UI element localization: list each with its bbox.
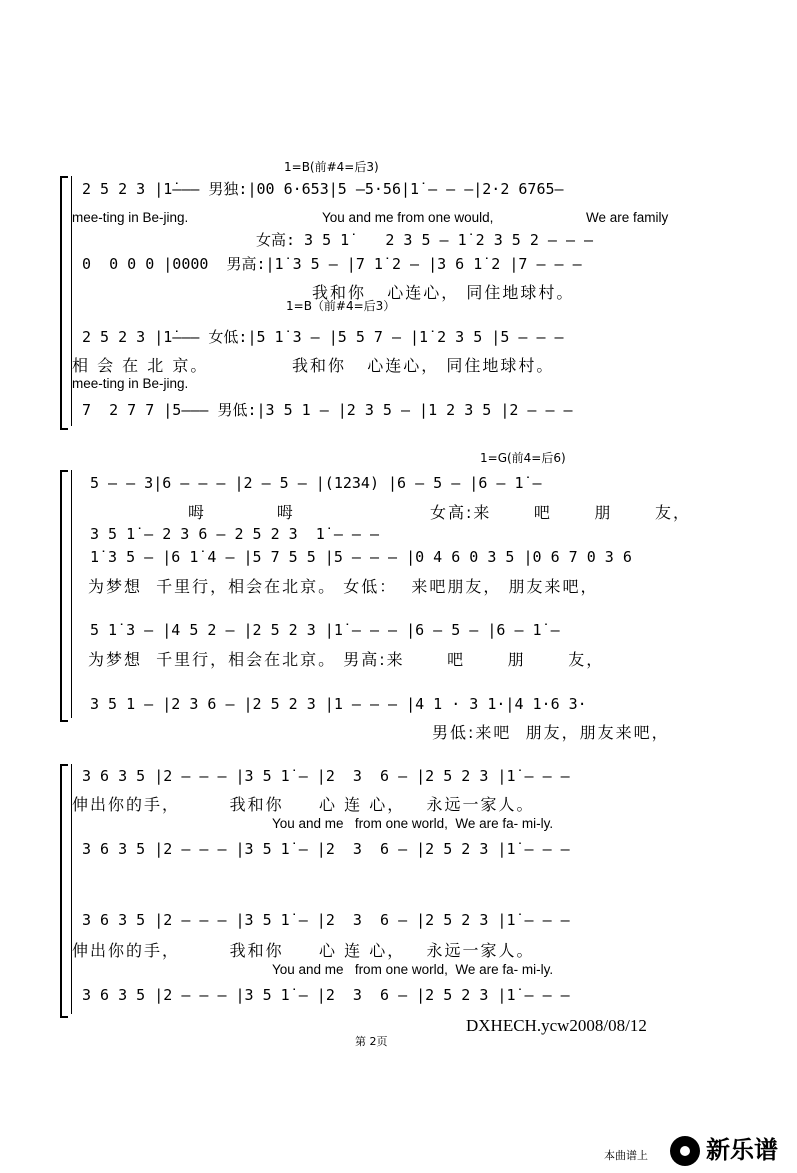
sys2-staff-2-notes: 1̇ 3 5 — |6 1̇ 4 — |5 7 5 5 |5 — — — |0 4 6 0 3 5 |0 6 7 0 3 6 bbox=[90, 548, 632, 566]
sys2-staff-3-lyric: 为梦想 千里行，相会在北京。 男高:来 吧 朋 友， bbox=[88, 650, 605, 669]
system-bracket-2 bbox=[60, 470, 68, 722]
sys3-staff-4-notes: 3 6 3 5 |2 — — — |3 5 1̇ — |2 3 6 — |2 5 2 3 |1̇ — — — bbox=[82, 986, 570, 1004]
staff-1-lyric-en-c: We are family bbox=[586, 210, 669, 225]
system-barline-left-2 bbox=[71, 470, 72, 718]
sys2-staff-4-lyric: 男低:来吧 朋友，朋友来吧， bbox=[432, 723, 670, 742]
sys3-staff-1-notes: 3 6 3 5 |2 — — — |3 5 1̇ — |2 3 6 — |2 5 2 3 |1̇ — — — bbox=[82, 767, 570, 785]
staff-3-lyric-zh-b: 我和你 心连心， 同住地球村。 bbox=[292, 356, 555, 375]
staff-2-lyric: 我和你 心连心， 同住地球村。 bbox=[312, 283, 575, 302]
signature: DXHECH.ycw2008/08/12 bbox=[466, 1016, 647, 1035]
logo-text: 新乐谱 bbox=[706, 1136, 778, 1164]
system-bracket bbox=[60, 176, 68, 430]
staff-2-upper-notes: 女高: 3 5 1̇ 2 3 5 — 1̇ 2 3 5 2 — — — bbox=[256, 231, 594, 249]
upload-note: 本曲谱上 bbox=[604, 1149, 648, 1162]
staff-2-notes: 0 0 0 0 |0000 男高:|1̇ 3 5 — |7 1̇ 2 — |3 6 1̇ 2 |7 — — — bbox=[82, 255, 582, 273]
sys3-staff-2-notes: 3 6 3 5 |2 — — — |3 5 1̇ — |2 3 6 — |2 5 2 3 |1̇ — — — bbox=[82, 840, 570, 858]
sys2-staff-1-lyric: 女高:来 吧 朋 友， bbox=[430, 503, 691, 522]
site-logo bbox=[668, 1134, 794, 1168]
key-signature-top: 1=B(前#4=后3) bbox=[284, 160, 379, 174]
key-signature-mid: 1=B（前#4=后3） bbox=[286, 299, 396, 313]
sys2-staff-3-notes: 5 1̇ 3 — |4 5 2 — |2 5 2 3 |1̇ — — — |6 — 5 — |6 — 1̇ — bbox=[90, 621, 560, 639]
staff-1-lyric-en-b: You and me from one would, bbox=[322, 210, 494, 225]
sys3-staff-1-lyric-en: You and me from one world, We are fa- mi-ly. bbox=[272, 816, 554, 831]
record-icon bbox=[668, 1134, 702, 1168]
system-bracket-3 bbox=[60, 764, 68, 1018]
sys2-staff-1-notes: 5 — — 3|6 — — — |2 — 5 — |(1234) |6 — 5 — |6 — 1̇ — bbox=[90, 474, 542, 492]
page-number: 第 2页 bbox=[355, 1035, 388, 1048]
sys3-staff-3-notes: 3 6 3 5 |2 — — — |3 5 1̇ — |2 3 6 — |2 5 2 3 |1̇ — — — bbox=[82, 911, 570, 929]
staff-4-notes: 7 2 7 7 |5——— 男低:|3 5 1 — |2 3 5 — |1 2 3 5 |2 — — — bbox=[82, 401, 573, 419]
key-signature-g: 1=G(前4=后6) bbox=[480, 451, 566, 465]
staff-1-lyric-en-a: mee-ting in Be-jing. bbox=[72, 210, 189, 225]
staff-3-lyric-en: mee-ting in Be-jing. bbox=[72, 376, 189, 391]
sys3-staff-3-lyric-zh: 伸出你的手， 我和你 心 连 心， 永远一家人。 bbox=[72, 941, 535, 960]
sys3-staff-3-lyric-en: You and me from one world, We are fa- mi-ly. bbox=[272, 962, 554, 977]
sys2-staff-2-lyric: 为梦想 千里行，相会在北京。 女低： 来吧朋友， 朋友来吧， bbox=[88, 577, 599, 596]
sys2-staff-1-hum: 呣 呣 bbox=[188, 503, 295, 522]
sys3-staff-1-lyric-zh: 伸出你的手， 我和你 心 连 心， 永远一家人。 bbox=[72, 795, 535, 814]
sys2-staff-4-notes: 3 5 1 — |2 3 6 — |2 5 2 3 |1 — — — |4 1 · 3 1·|4 1·6 3· bbox=[90, 695, 587, 713]
sys2-staff-2-upper: 3 5 1̇ — 2 3 6 — 2 5 2 3 1̇ — — — bbox=[90, 525, 379, 543]
staff-3-lyric-zh-a: 相 会 在 北 京。 bbox=[72, 356, 209, 375]
staff-1-notes: 2 5 2 3 |1̇——— 男独:|00 6·653|5 —5·56|1̇ — — —|2·2 6765— bbox=[82, 180, 564, 198]
staff-3-notes: 2 5 2 3 |1̇——— 女低:|5 1̇ 3 — |5 5 7 — |1̇ 2 3 5 |5 — — — bbox=[82, 328, 564, 346]
